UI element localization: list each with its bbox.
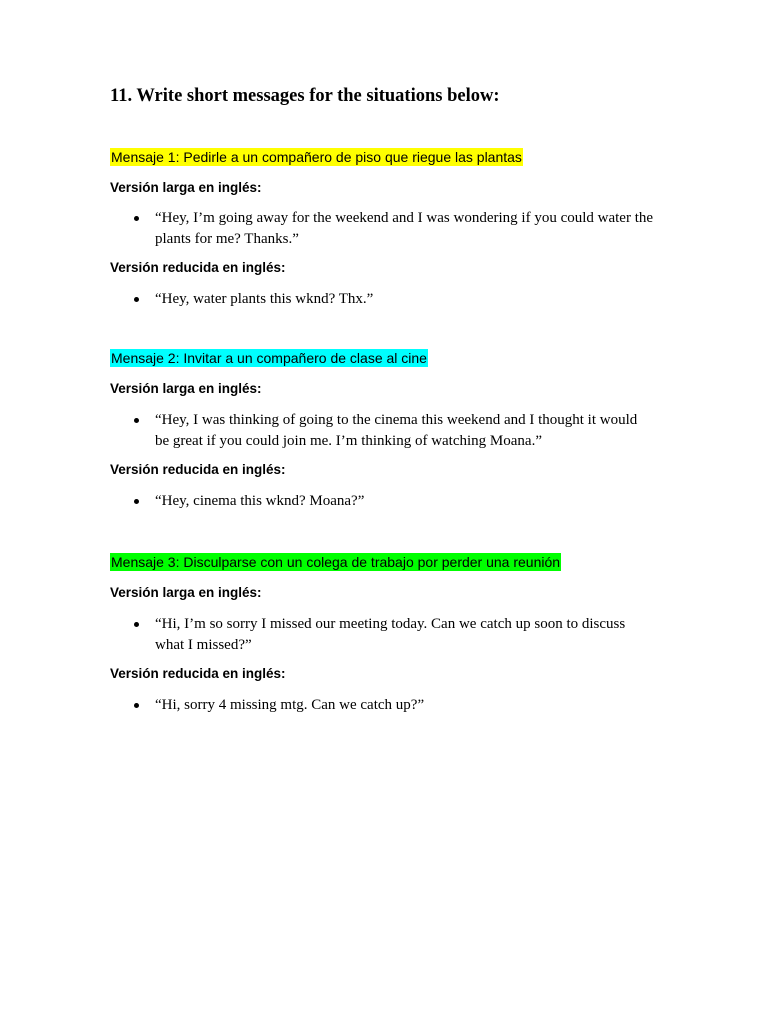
- message-section-2: [110, 349, 710, 509]
- short-version-label-3: Versión reducida en inglés:: [110, 666, 286, 681]
- bullet-dot-icon: [134, 622, 139, 627]
- short-version-label-2: Versión reducida en inglés:: [110, 462, 286, 477]
- short-version-text-1: “Hey, water plants this wknd? Thx.”: [110, 289, 655, 310]
- bullet-dot-icon: [134, 499, 139, 504]
- long-version-text-2: “Hey, I was thinking of going to the cinema this weekend and I thought it would be great if you could join me. I’m thinking of watching Moana.”: [110, 410, 655, 452]
- message-section-1: [110, 148, 710, 307]
- bullet-dot-icon: [134, 703, 139, 708]
- long-version-label-3: Versión larga en inglés:: [110, 585, 262, 600]
- long-version-text-1: “Hey, I’m going away for the weekend and I was wondering if you could water the plants for me? Thanks.”: [110, 208, 655, 250]
- message-heading-3: Mensaje 3: Disculparse con un colega de trabajo por perder una reunión: [111, 554, 561, 570]
- message-heading-2: Mensaje 2: Invitar a un compañero de clase al cine: [111, 350, 427, 366]
- message-heading-1: Mensaje 1: Pedirle a un compañero de piso que riegue las plantas: [111, 149, 522, 165]
- short-version-text-3: “Hi, sorry 4 missing mtg. Can we catch up?”: [110, 695, 655, 716]
- bullet-dot-icon: [134, 418, 139, 423]
- long-version-label-2: Versión larga en inglés:: [110, 381, 262, 396]
- exercise-title: 11. Write short messages for the situations below:: [110, 86, 500, 106]
- short-version-label-1: Versión reducida en inglés:: [110, 260, 286, 275]
- short-version-text-2: “Hey, cinema this wknd? Moana?”: [110, 491, 655, 512]
- long-version-label-1: Versión larga en inglés:: [110, 180, 262, 195]
- bullet-dot-icon: [134, 297, 139, 302]
- message-section-3: [110, 553, 710, 713]
- long-version-text-3: “Hi, I’m so sorry I missed our meeting today. Can we catch up soon to discuss what I missed?”: [110, 614, 655, 656]
- bullet-dot-icon: [134, 216, 139, 221]
